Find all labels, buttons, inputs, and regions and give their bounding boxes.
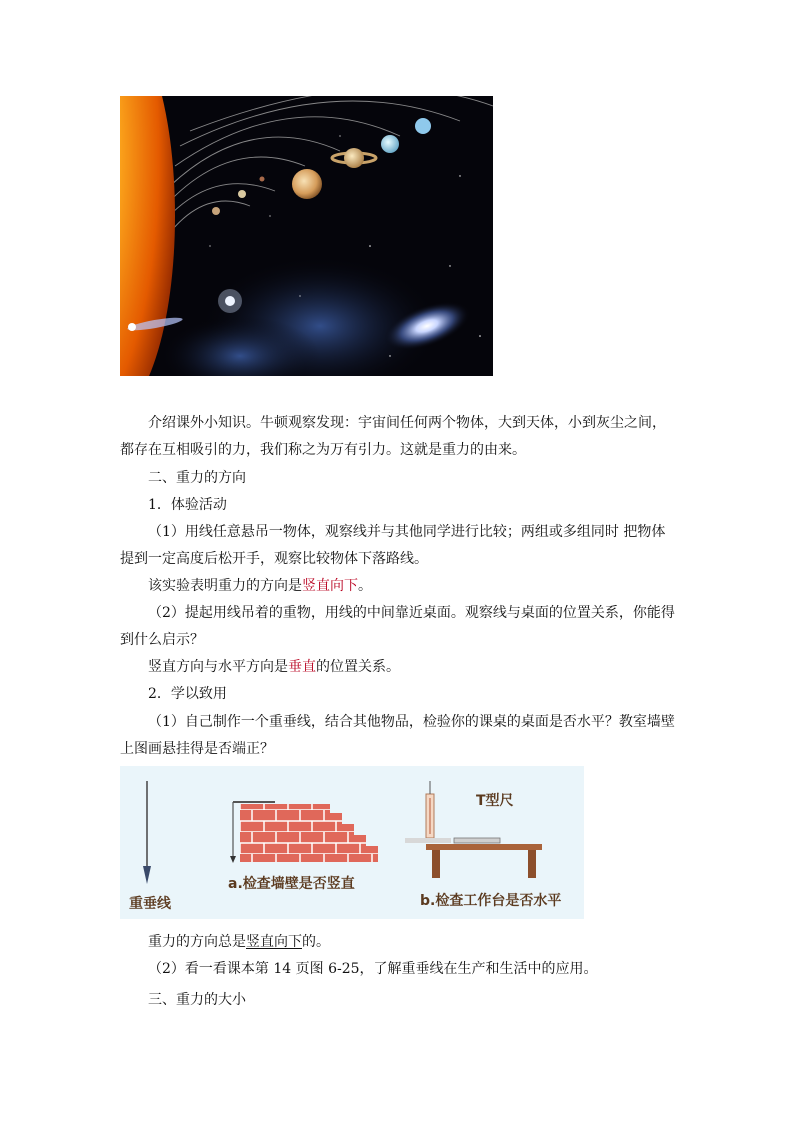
subheading-experience-activity: 1．体验活动 [148,497,227,513]
perpendicular-suffix: 的位置关系。 [316,659,400,675]
solar-system-illustration [120,96,493,376]
paragraph-gravitation-line2: 都存在互相吸引的力，我们称之为万有引力。这就是重力的由来。 [120,442,526,458]
paragraph-activity2-line2: 到什么启示？ [120,632,204,648]
conclusion-suffix: 。 [358,578,372,594]
always-prefix: 重力的方向总是 [148,934,246,950]
solar-system-image [120,96,493,376]
plumb-line-label: 重垂线 [129,896,171,912]
wall-check-label: a.检查墙壁是否竖直 [228,876,355,892]
answer-vertical-down-underline: 竖直向下 [246,934,302,950]
paragraph-activity1-line2: 提到一定高度后松开手，观察比较物体下落路线。 [120,551,428,567]
paragraph-direction-always [148,931,708,953]
subheading-apply: 2．学以致用 [148,686,227,702]
answer-vertical-down: 竖直向下 [302,578,358,594]
perpendicular-prefix: 竖直方向与水平方向是 [148,659,288,675]
table-check-label: b.检查工作台是否水平 [420,893,562,909]
paragraph-conclusion-direction [148,575,708,597]
paragraph-activity2-line1: （2）提起用线吊着的重物，用线的中间靠近桌面。观察线与桌面的位置关系，你能得 [148,605,675,621]
t-ruler-label: T型尺 [476,793,514,809]
heading-gravity-magnitude: 三、重力的大小 [148,992,246,1008]
heading-gravity-direction: 二、重力的方向 [148,470,246,486]
paragraph-textbook-reference: （2）看一看课本第 14 页图 6-25，了解重垂线在生产和生活中的应用。 [148,961,598,977]
paragraph-gravitation-line1: 介绍课外小知识。牛顿观察发现：宇宙间任何两个物体，大到天体，小到灰尘之间， [148,415,666,431]
paragraph-activity1-line1: （1）用线任意悬吊一物体，观察线并与其他同学进行比较；两组或多组同时 把物体 [148,524,666,540]
conclusion-prefix: 该实验表明重力的方向是 [148,578,302,594]
paragraph-plumb-line1: （1）自己制作一个重垂线，结合其他物品，检验你的课桌的桌面是否水平？教室墙壁 [148,714,675,730]
paragraph-plumb-line2: 上图画悬挂得是否端正？ [120,741,274,757]
plumb-line-figure [120,766,584,919]
paragraph-perpendicular [148,656,708,678]
always-suffix: 的。 [302,934,330,950]
answer-perpendicular: 垂直 [288,659,316,675]
